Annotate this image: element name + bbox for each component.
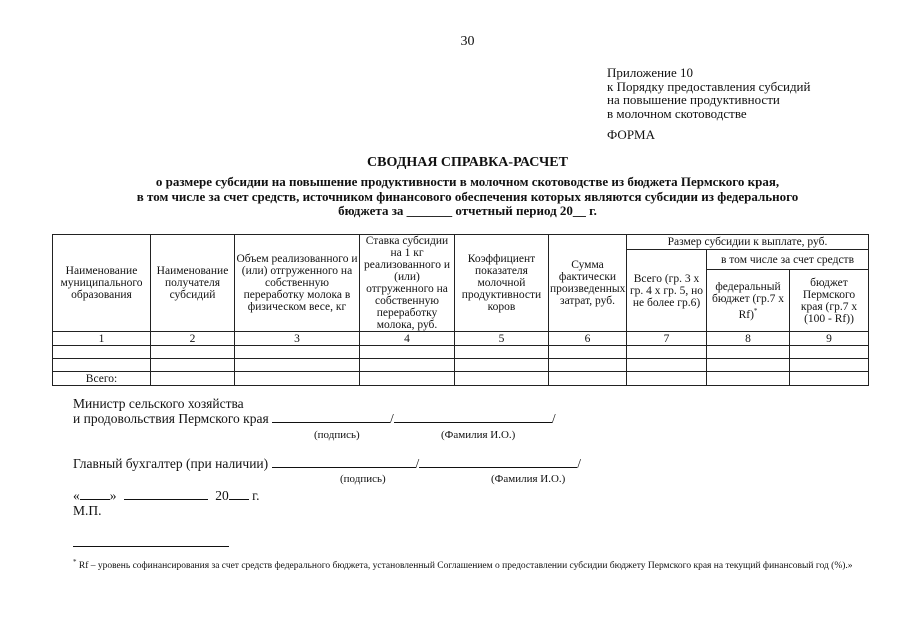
table-cell (235, 372, 360, 386)
document-subtitle (60, 175, 875, 219)
minister-signature-field[interactable] (272, 422, 390, 423)
table-cell (455, 346, 549, 359)
slash: / (577, 456, 582, 471)
slash: / (551, 411, 556, 426)
slash: / (390, 411, 394, 426)
seal-label: М.П. (73, 503, 102, 518)
column-number: 9 (790, 332, 869, 346)
day-field[interactable] (80, 499, 110, 500)
table-cell (627, 346, 707, 359)
table-cell (627, 372, 707, 386)
accountant-name-field[interactable] (419, 467, 577, 468)
subsidy-table-body (52, 234, 869, 386)
total-label: Всего: (53, 372, 151, 386)
column-number: 2 (151, 332, 235, 346)
table-cell (790, 346, 869, 359)
accountant-sign-hint: (подпись) (340, 473, 386, 485)
subtitle-line: в том числе за счет средств, источником финансового обеспечения которых являются субсидии из федерального (136, 188, 799, 204)
table-cell (235, 346, 360, 359)
table-cell (627, 359, 707, 372)
table-cell (360, 346, 455, 359)
form-label: ФОРМА (607, 127, 655, 142)
column-number: 5 (455, 332, 549, 346)
year-suffix: г. (252, 488, 260, 503)
date-open-quote: « (73, 488, 80, 503)
header-productivity-coefficient: Коэффициент показателя молочной продуктивности коров (455, 235, 549, 332)
column-number: 3 (235, 332, 360, 346)
minister-name-hint: (Фамилия И.О.) (441, 429, 516, 441)
table-cell (455, 359, 549, 372)
table-cell (360, 372, 455, 386)
footnote-mark: * (753, 306, 758, 315)
table-cell (549, 346, 627, 359)
table-cell (549, 372, 627, 386)
date-line (73, 488, 260, 504)
table-cell (707, 359, 790, 372)
header-actual-costs: Сумма фактически произведенных затрат, руб. (549, 235, 627, 332)
table-cell (235, 359, 360, 372)
minister-sign-hint: (подпись) (314, 429, 360, 441)
table-cell (790, 359, 869, 372)
table-cell (151, 346, 235, 359)
appendix-line: на повышение продуктивности (607, 92, 780, 107)
footnote-mark: * (73, 558, 77, 566)
header-subsidy-amount: Размер субсидии к выплате, руб. (627, 235, 869, 250)
column-number: 4 (360, 332, 455, 346)
accountant-name-hint: (Фамилия И.О.) (491, 473, 566, 485)
slash: / (415, 456, 420, 471)
year-prefix: 20 (215, 488, 229, 503)
footnote-divider (73, 546, 229, 547)
table-cell (549, 359, 627, 372)
column-number: 1 (53, 332, 151, 346)
header-federal-budget (707, 270, 790, 332)
total-row (53, 372, 869, 386)
appendix-line: в молочном скотоводстве (607, 105, 747, 121)
accountant-signature-field[interactable] (272, 467, 416, 468)
date-close-quote: » (109, 488, 117, 503)
table-cell (360, 359, 455, 372)
subtitle-line: о размере субсидии на повышение продуктивности в молочном скотоводстве из бюджета Пермского края, (155, 174, 780, 189)
subtitle-line: бюджета за _______ отчетный период 20__ г. (338, 203, 597, 218)
footnote (73, 556, 873, 573)
minister-name-field[interactable] (394, 422, 552, 423)
table-cell (151, 359, 235, 372)
header-subsidy-rate: Ставка субсидии на 1 кг реализованного и (или) отгруженного на собственную переработку молока, руб. (360, 235, 455, 332)
header-regional-budget: бюджет Пермского края (гр.7 х (100 - Rf)) (790, 270, 869, 332)
table-row (53, 346, 869, 359)
header-including: в том числе за счет средств (707, 250, 869, 270)
header-recipient: Наименование получателя субсидий (151, 235, 235, 332)
minister-signature-line (73, 411, 556, 427)
accountant-title: Главный бухгалтер (при наличии) (73, 456, 269, 471)
column-number: 8 (707, 332, 790, 346)
header-milk-volume: Объем реализованного и (или) отгруженного на собственную переработку молока в физическом весе, кг (235, 235, 360, 332)
table-cell (707, 372, 790, 386)
year-field[interactable] (229, 499, 249, 500)
appendix-line: Приложение 10 (607, 65, 694, 80)
month-field[interactable] (124, 499, 208, 500)
table-cell (790, 372, 869, 386)
table-cell (707, 346, 790, 359)
accountant-signature-line (73, 456, 581, 472)
table-cell (53, 359, 151, 372)
column-number: 7 (627, 332, 707, 346)
minister-title-line2: и продовольствия Пермского края (73, 411, 269, 426)
table-cell (53, 346, 151, 359)
table-row (53, 359, 869, 372)
table-cell (455, 372, 549, 386)
appendix-line: к Порядку предоставления субсидий (607, 78, 811, 94)
page-number: 30 (460, 34, 475, 49)
header-municipality: Наименование муниципального образования (53, 235, 151, 332)
header-federal-budget-text: федеральный бюджет (гр.7 х Rf) (711, 280, 785, 321)
column-number: 6 (549, 332, 627, 346)
header-total: Всего (гр. 3 х гр. 4 х гр. 5, но не более гр.6) (627, 250, 707, 332)
minister-title-line1: Министр сельского хозяйства (73, 396, 244, 411)
document-title: СВОДНАЯ СПРАВКА-РАСЧЕТ (367, 155, 568, 170)
table-cell (151, 372, 235, 386)
appendix-block (607, 66, 810, 120)
footnote-text: Rf – уровень софинансирования за счет средств федерального бюджета, установленный Соглашением о предоставлении субсидии бюджету Пермского края на текущий финансовый год (%).» (78, 561, 853, 572)
